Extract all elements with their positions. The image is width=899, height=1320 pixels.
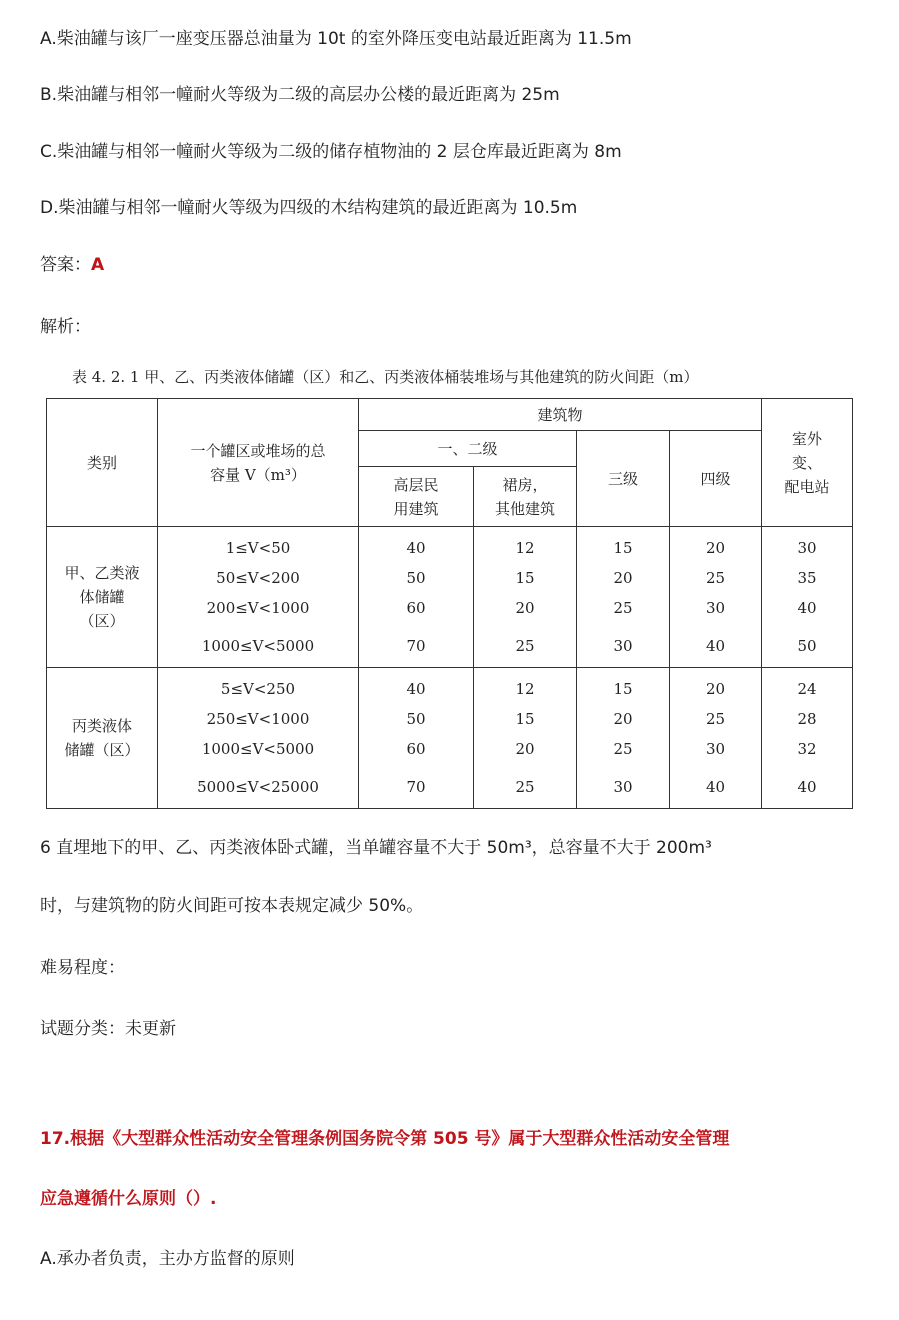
option-d: D.柴油罐与相邻一幢耐火等级为四级的木结构建筑的最近距离为 10.5m — [40, 198, 578, 218]
header-highrise-line1: 高层民 — [393, 475, 439, 494]
header-substation-line1: 室外 — [792, 429, 823, 448]
substation-cell — [762, 527, 853, 668]
value: 25 — [705, 710, 726, 728]
answer-line — [40, 253, 104, 277]
grade4-cell — [670, 668, 762, 809]
question-category: 试题分类：未更新 — [40, 1019, 176, 1039]
question-17-option-a: A.承办者负责，主办方监督的原则 — [40, 1249, 295, 1269]
value: 50 — [797, 637, 817, 655]
capacity-range: 1≤V<50 — [225, 539, 291, 557]
value: 24 — [797, 680, 817, 698]
value: 40 — [705, 637, 726, 655]
value: 40 — [797, 778, 817, 796]
value: 12 — [515, 680, 535, 698]
option-a: A.柴油罐与该厂一座变压器总油量为 10t 的室外降压变电站最近距离为 11.5m — [40, 29, 632, 49]
option-c: C.柴油罐与相邻一幢耐火等级为二级的储存植物油的 2 层仓库最近距离为 8m — [40, 142, 622, 162]
value: 70 — [406, 637, 426, 655]
capacity-cell — [158, 527, 359, 668]
value: 15 — [613, 539, 633, 557]
header-podium-line2: 其他建筑 — [494, 499, 555, 518]
grade3-cell — [577, 527, 670, 668]
question-17-title-line2: 应急遵循什么原则（）. — [40, 1189, 217, 1209]
value: 40 — [406, 539, 426, 557]
podium-cell — [474, 527, 577, 668]
value: 70 — [406, 778, 426, 796]
table-row-group-1 — [47, 527, 853, 668]
value: 60 — [406, 599, 426, 617]
value: 32 — [797, 740, 817, 758]
value: 28 — [797, 710, 817, 728]
category-line: 体储罐 — [79, 588, 125, 606]
value: 15 — [515, 569, 535, 587]
value: 25 — [613, 599, 633, 617]
category-line: 丙类液体 — [71, 717, 132, 735]
value: 20 — [613, 710, 633, 728]
header-grade3: 三级 — [577, 431, 670, 527]
value: 35 — [797, 569, 817, 587]
question-17-title-line1: 17.根据《大型群众性活动安全管理条例国务院令第 505 号》属于大型群众性活动安全管理 — [40, 1129, 730, 1149]
fire-distance-table — [46, 398, 853, 809]
value: 30 — [797, 539, 817, 557]
header-substation-line3: 配电站 — [784, 477, 830, 496]
value: 20 — [515, 740, 535, 758]
capacity-range: 200≤V<1000 — [206, 599, 310, 617]
capacity-range: 5≤V<250 — [220, 680, 296, 698]
value: 15 — [613, 680, 633, 698]
header-building: 建筑物 — [359, 399, 762, 431]
value: 60 — [406, 740, 426, 758]
value: 30 — [705, 599, 726, 617]
value: 50 — [406, 569, 426, 587]
header-capacity-line1: 一个罐区或堆场的总 — [190, 441, 326, 460]
difficulty-label: 难易程度： — [40, 958, 125, 978]
answer-label: 答案： — [40, 255, 91, 275]
header-substation — [762, 399, 853, 527]
header-capacity-line2: 容量 V（m³） — [210, 465, 306, 484]
capacity-cell — [158, 668, 359, 809]
grade4-cell — [670, 527, 762, 668]
header-category: 类别 — [47, 399, 158, 527]
header-highrise — [359, 467, 474, 527]
value: 20 — [705, 680, 726, 698]
value: 25 — [515, 778, 535, 796]
capacity-range: 250≤V<1000 — [206, 710, 310, 728]
highrise-cell — [359, 668, 474, 809]
category-line: 储罐（区） — [64, 741, 140, 759]
value: 50 — [406, 710, 426, 728]
value: 40 — [705, 778, 726, 796]
table-caption: 表 4. 2. 1 甲、乙、丙类液体储罐（区）和乙、丙类液体桶装堆场与其他建筑的防火间距（m） — [72, 368, 699, 386]
value: 30 — [613, 637, 633, 655]
header-highrise-line2: 用建筑 — [393, 499, 439, 518]
category-cell — [47, 668, 158, 809]
value: 15 — [515, 710, 535, 728]
header-capacity — [158, 399, 359, 527]
category-line: （区） — [79, 612, 125, 630]
substation-cell — [762, 668, 853, 809]
capacity-range: 5000≤V<25000 — [197, 778, 319, 796]
header-substation-line2: 变、 — [792, 453, 823, 472]
table-note-line1: 6 直埋地下的甲、乙、丙类液体卧式罐，当单罐容量不大于 50m³，总容量不大于 200m³ — [40, 838, 712, 858]
capacity-range: 1000≤V<5000 — [201, 637, 315, 655]
header-grade12: 一、二级 — [359, 431, 577, 467]
value: 30 — [705, 740, 726, 758]
value: 20 — [515, 599, 535, 617]
header-podium-line1: 裙房， — [502, 475, 548, 494]
capacity-range: 1000≤V<5000 — [201, 740, 315, 758]
value: 40 — [406, 680, 426, 698]
analysis-label: 解析： — [40, 317, 91, 337]
capacity-range: 50≤V<200 — [216, 569, 300, 587]
option-b: B.柴油罐与相邻一幢耐火等级为二级的高层办公楼的最近距离为 25m — [40, 85, 560, 105]
value: 25 — [515, 637, 535, 655]
value: 20 — [705, 539, 726, 557]
value: 20 — [613, 569, 633, 587]
podium-cell — [474, 668, 577, 809]
header-grade4: 四级 — [670, 431, 762, 527]
value: 30 — [613, 778, 633, 796]
grade3-cell — [577, 668, 670, 809]
category-cell — [47, 527, 158, 668]
category-line: 甲、乙类液 — [64, 564, 140, 582]
table-row-group-2 — [47, 668, 853, 809]
highrise-cell — [359, 527, 474, 668]
value: 25 — [613, 740, 633, 758]
answer-value: A — [91, 255, 105, 275]
value: 12 — [515, 539, 535, 557]
value: 25 — [705, 569, 726, 587]
table-note-line2: 时，与建筑物的防火间距可按本表规定减少 50%。 — [40, 896, 424, 916]
value: 40 — [797, 599, 817, 617]
header-podium — [474, 467, 577, 527]
